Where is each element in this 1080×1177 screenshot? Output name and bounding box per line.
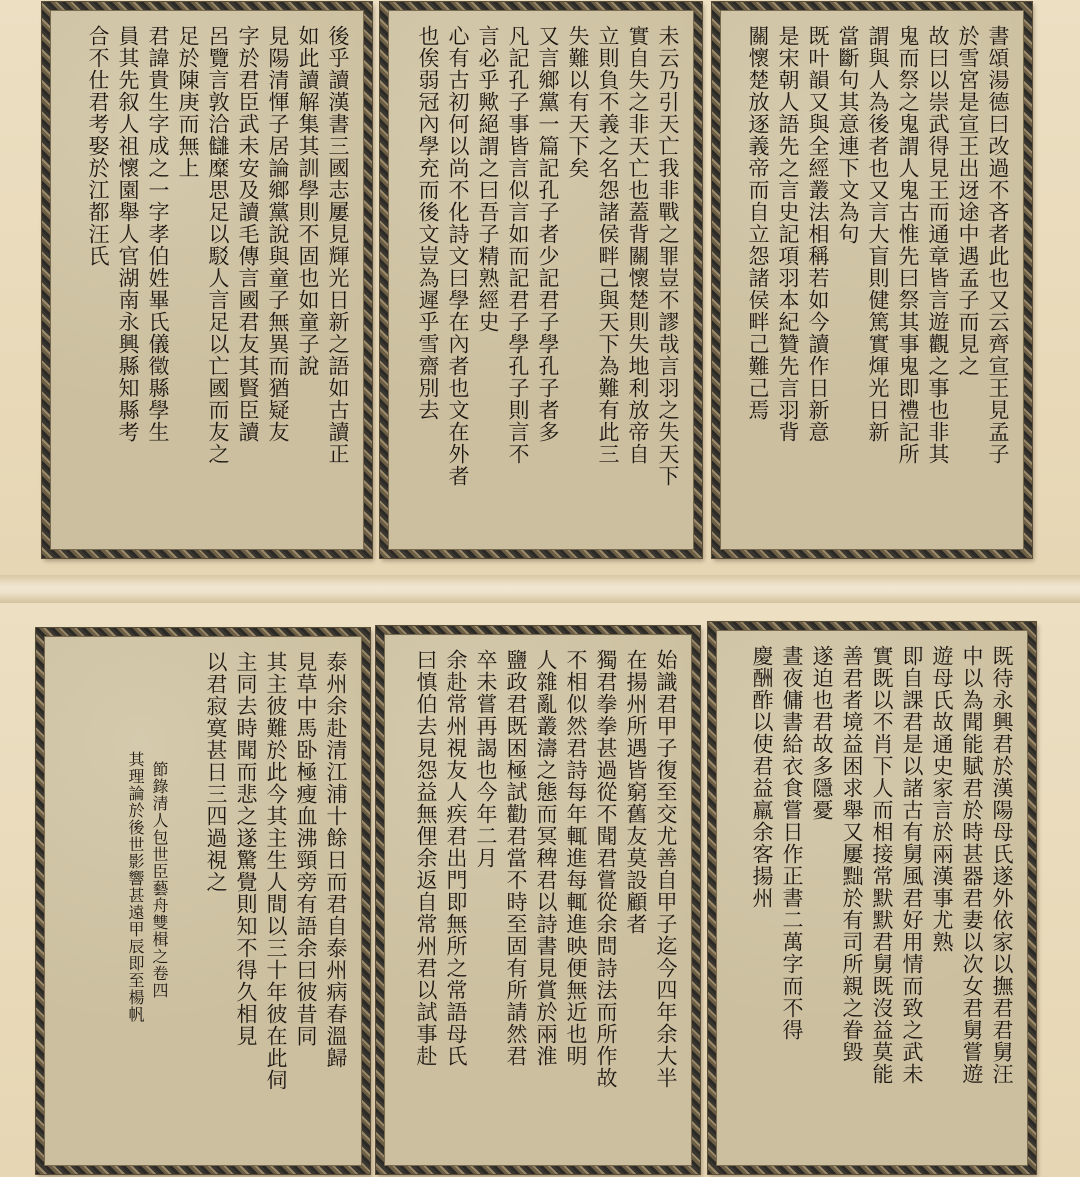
text-column: 人雜亂叢濤之態而冥稗君以詩書見賞於兩淮	[534, 649, 558, 1067]
text-column: 合不仕君考娶於江都汪氏	[86, 25, 110, 267]
column-spacer	[171, 651, 201, 1155]
text-column: 心有古初何以尚不化詩文曰學在內者也文在外者	[446, 25, 470, 487]
inscription-column: 其理論於後世影響甚遠甲辰即至楊帆	[126, 751, 145, 1023]
text-column: 也俟弱冠內學充而後文豈為遲乎雪齋別去	[416, 25, 440, 421]
text-column: 即自課君是以諸古有舅風君好用情而致之武未	[900, 645, 924, 1085]
text-columns	[727, 645, 1017, 1155]
text-column: 於雪宮是宣王出迓途中遇孟子而見之	[956, 25, 980, 377]
text-column: 慶酬酢以使君益羸余客揚州	[750, 645, 774, 909]
text-column: 獨君拳拳甚過從不聞君嘗從余問詩法而所作故	[594, 649, 618, 1089]
text-column: 失難以有天下矣	[566, 25, 590, 179]
inscription-column: 節錄清人包世臣藝舟雙楫之卷四	[150, 761, 169, 999]
text-column: 鹽政君既困極試勸君當不時至固有所請然君	[504, 649, 528, 1067]
text-column: 不相似然君詩每年輒進每輒進映便無近也明	[564, 649, 588, 1067]
text-panel-bottom-middle	[376, 626, 700, 1174]
text-column: 遊母氏故通史家言於兩漢事尤熟	[930, 645, 954, 953]
text-column: 其主彼難於此今其主生人間以三十年彼在此伺	[264, 651, 288, 1091]
panel-paper	[720, 10, 1024, 550]
text-columns	[399, 25, 683, 539]
panel-paper	[44, 636, 362, 1166]
text-column: 既待永興君於漢陽母氏遂外依家以撫君君舅汪	[990, 645, 1014, 1085]
text-column: 後乎讀漢書三國志屢見輝光日新之語如古讀正	[326, 25, 350, 465]
text-column: 實既以不肖下人而相接常默默君舅既沒益莫能	[870, 645, 894, 1085]
text-column: 見陽清惲子居論鄉黨說與童子無異而猶疑友	[266, 25, 290, 443]
text-columns	[61, 25, 353, 539]
text-column: 遂迫也君故多隱憂	[810, 645, 834, 821]
text-panel-bottom-right	[708, 622, 1036, 1174]
text-columns	[55, 651, 351, 1155]
panel-paper	[50, 10, 364, 550]
text-column: 晝夜傭書給衣食嘗日作正書二萬字而不得	[780, 645, 804, 1041]
text-panel-top-right	[712, 2, 1032, 558]
text-column: 始識君甲子復至交尤善自甲子迄今四年余大半	[654, 649, 678, 1089]
text-column: 謂與人為後者也又言大盲則健篤實煇光日新	[866, 25, 890, 443]
text-panel-bottom-left	[36, 628, 370, 1174]
text-column: 關懷楚放逐義帝而自立怨諸侯畔己難己焉	[746, 25, 770, 421]
text-columns	[395, 649, 681, 1155]
text-column: 書頌湯德曰改過不吝者此也又云齊宣王見孟子	[986, 25, 1010, 465]
text-column: 未云乃引天亡我非戰之罪豈不謬哉言羽之失天下	[656, 25, 680, 487]
text-column: 曰慎伯去見怨益無俚余返自常州君以試事赴	[414, 649, 438, 1067]
sheet-fold	[0, 575, 1080, 603]
text-columns	[731, 25, 1013, 539]
text-panel-top-left	[42, 2, 372, 558]
text-column: 當斷句其意連下文為句	[836, 25, 860, 245]
text-panel-top-middle	[380, 2, 702, 558]
text-column: 員其先叙人祖懷園舉人官湖南永興縣知縣考	[116, 25, 140, 443]
text-column: 言必乎歟絕謂之曰吾子精熟經史	[476, 25, 500, 333]
text-column: 君諱貴生字成之一字孝伯姓畢氏儀徵縣學生	[146, 25, 170, 443]
text-column: 善君者境益困求舉又屢黜於有司所親之眷毀	[840, 645, 864, 1063]
text-column: 以君寂寞甚日三四過視之	[204, 651, 228, 893]
text-column: 見草中馬卧極瘦血沸頸旁有語余曰彼昔同	[294, 651, 318, 1047]
text-column: 余赴常州視友人疾君出門即無所之常語母氏	[444, 649, 468, 1067]
text-column: 既叶韻又與全經叢法相稱若如今讀作日新意	[806, 25, 830, 443]
text-column: 主同去時聞而悲之遂驚覺則知不得久相見	[234, 651, 258, 1047]
panel-paper	[716, 630, 1028, 1166]
text-column: 又言鄉黨一篇記孔子者少記君子學孔子者多	[536, 25, 560, 443]
text-column: 凡記孔子事皆言似言如而記君子學孔子則言不	[506, 25, 530, 465]
panel-paper	[388, 10, 694, 550]
panel-paper	[384, 634, 692, 1166]
text-column: 鬼而祭之鬼謂人鬼古惟先曰祭其事鬼即禮記所	[896, 25, 920, 465]
text-column: 在揚州所遇皆窮舊友莫設顧者	[624, 649, 648, 935]
text-column: 中以為聞能賦君於時甚器君妻以次女君舅嘗遊	[960, 645, 984, 1085]
text-column: 是宋朝人語先之言史記項羽本紀贊先言羽背	[776, 25, 800, 443]
text-column: 如此讀解集其訓學則不固也如童子說	[296, 25, 320, 377]
text-column: 呂覽言敦洽讎糜思足以駁人言足以亡國而友之	[206, 25, 230, 465]
text-column: 立則負不義之名怨諸侯畔己與天下為難有此三	[596, 25, 620, 465]
text-column: 實自失之非天亡也蓋背關懷楚則失地利放帝自	[626, 25, 650, 465]
text-column: 足於陳庚而無上	[176, 25, 200, 179]
text-column: 卒未嘗再謁也今年二月	[474, 649, 498, 869]
text-column: 故曰以崇武得見王而通章皆言遊觀之事也非其	[926, 25, 950, 465]
text-column: 泰州余赴清江浦十餘日而君自泰州病春溫歸	[324, 651, 348, 1069]
text-column: 字於君臣武未安及讀毛傳言國君友其賢臣讀	[236, 25, 260, 443]
